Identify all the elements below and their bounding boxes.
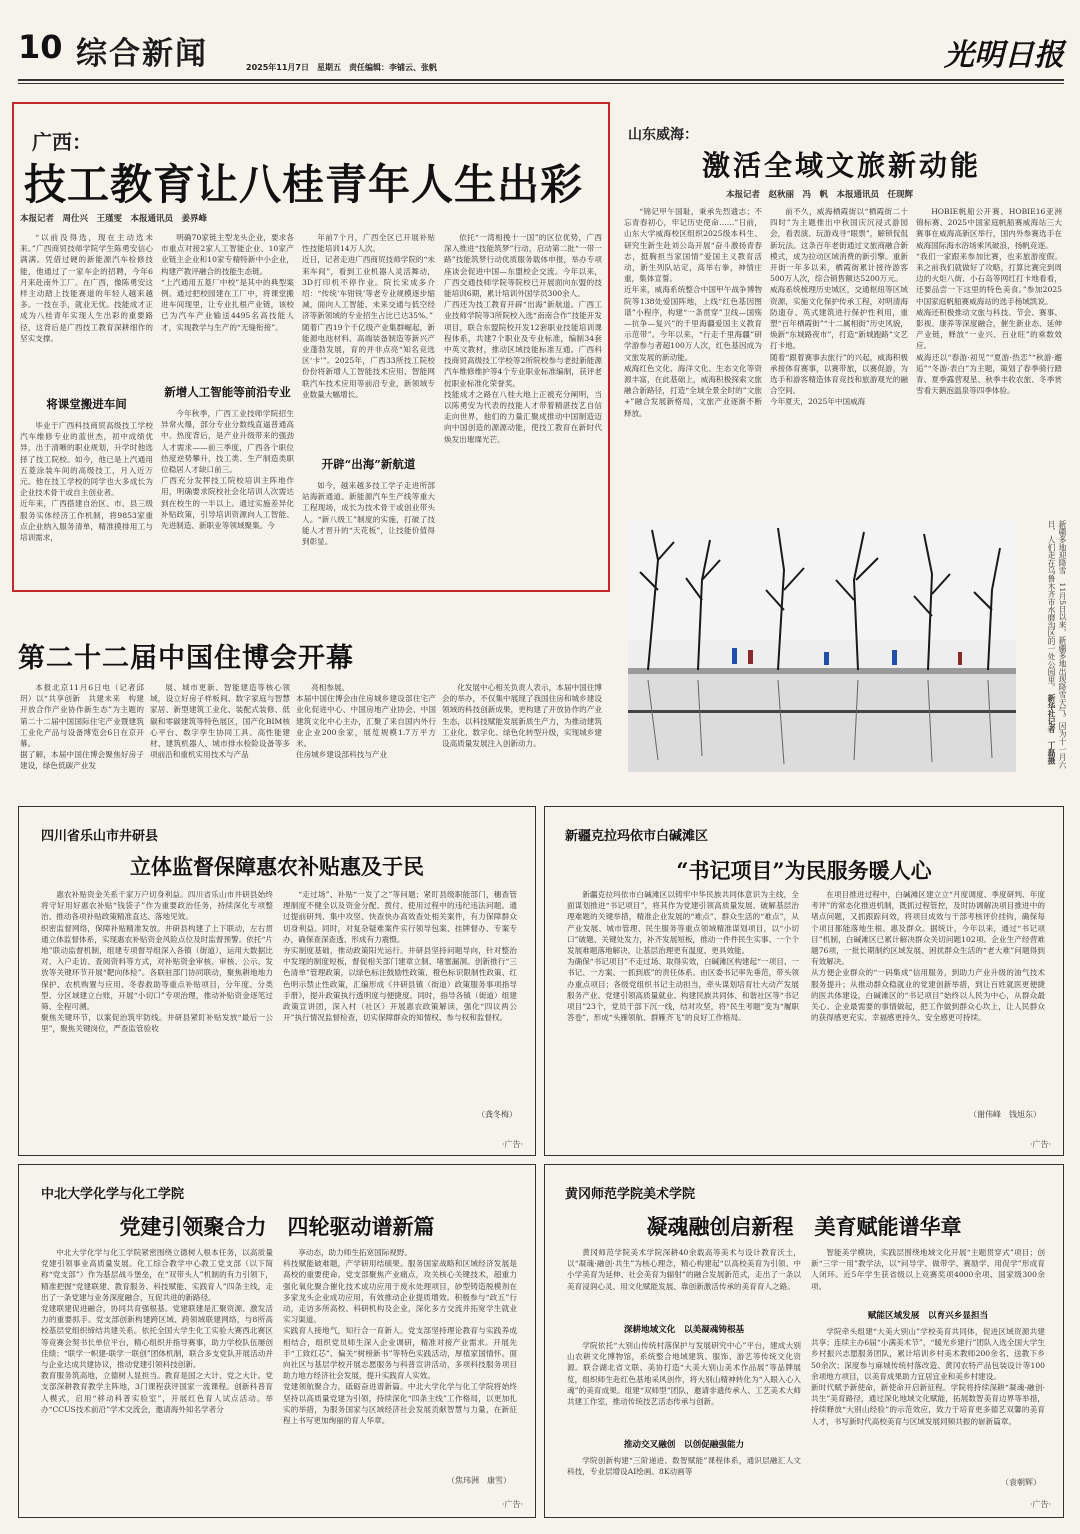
subheading: 深耕地域文化 以美凝魂铸根基 [623, 1325, 745, 1335]
weihai-col-3: HOBIE帆船公开赛、HOBIE16亚洲锦标赛、2025中国家庭帆船赛威海站三大赛事在威海高新区举行，国内外参赛选手在威海国际海水浴场乘风破浪，扬帆竞逐。 “我们一家跟来参加比赛，也来旅游度假。来之前我们就做好了攻略，打算比赛完到周边的火炬八街、小石岛等网红打卡地看看，还要品尝一下这里的特色美食。”参加2025中国家庭帆船赛威海站的选手杨域凯说。 威海还积极推动文旅与科技、节会、赛事、影视、康养等深度融合，催生新业态、延伸产业链，释放“一业兴、百业旺”的乘数效应。 威海还以“春游·初见”“夏游·热恋”“秋游·邂逅”“冬游·表白”为主题，策划了春季骑行踏青、夏季露营观星、秋季丰收农旅、冬季赏雪看天鹅泡温泉等四季体验。 [916, 207, 1062, 396]
huanggang-col-2 [811, 1247, 1045, 1477]
zhongbei-ad [18, 1164, 536, 1518]
paragraph: 如今，越来越多技工学子走进所部站海新通道、新能源汽车生产线等重大工程现场，成长为技术骨干或创业带头人。“新八级工”制度的实施，打破了技能人才晋升的“天花板”，让技能价值得到彰显。 [302, 481, 435, 547]
xinjiang-ad [544, 806, 1064, 1156]
ad-label: ·广告· [1029, 1140, 1051, 1149]
sichuan-ad [18, 806, 536, 1156]
expo-headline: 第二十二届中国住博会开幕 [18, 643, 354, 674]
huanggang-ad [544, 1164, 1064, 1518]
zhongbei-kicker: 中北大学化学与化工学院 [41, 1187, 185, 1202]
photo-caption-text: 新疆多地迎降雪 11月5日以来，新疆多地出现降雪天气。因为十一月六日，人们走在乌鲁木齐市水磨沟区的一处公园里。 [1047, 520, 1067, 769]
weihai-article [622, 102, 1068, 502]
paragraph: 学院依托“大别山传统村落保护与发展研究中心”平台，建成大别山农耕文化博物馆，系统整合地域建筑、服饰、游艺等传统文化资源。联合湖北省文联、美协打造“大美大别山美术作品展”等品牌展览，组织师生赴红色基地采风创作，将大别山精神转化为“入眼入心入魂”的美育成果。组建“双师型”团队，邀请非遗传承人、工艺美术大师共建工作室，推动传统技艺活态传承与创新。 [567, 1341, 801, 1407]
guangxi-col-1 [20, 232, 153, 584]
paragraph: 智能美学模块，实践层围绕地域文化开展“主题贯穿式”项目；创新“三学一用”教学法，以“问导学、做带学、赛励学、用促学”形成育人闭环。近5年学生获省级以上竞赛奖项4000余项、国家级300余项。 [811, 1248, 1045, 1291]
xinjiang-credit: （谢伟峰 钱旭东） [969, 1110, 1041, 1119]
paragraph: 黄冈师范学院美术学院深耕40余载高等美术与设计教育沃土，以“凝魂·融创·共生”为核心理念，精心构建起“以高校美育为引领、中小学美育为延伸、社会美育为辐射”的融合发展新范式，走出了一条以美育浸润心灵、用文化赋能发展、靠创新激活传承的美育育人之路。 [567, 1248, 801, 1291]
xinjiang-kicker: 新疆克拉玛依市白碱滩区 [565, 829, 709, 844]
expo-col-4: 化发展中心相关负责人表示，本届中国住博会的举办，不仅集中展现了我国住房和城乡建设领域的科技创新成果，更构建了开放协作的产业生态，以科技赋能发展新质生产力，为推动建筑工业化、数字化、绿色化转型升级，实现城乡建设高质量发展注入创新动力。 [442, 683, 602, 749]
paragraph: 今年秋季，广西工业技师学院招生异常火爆，部分专业分数线直逼普通高中。热度背后，是产业升级带来的强劲人才需求——前三季度，广西各个职位热度逆势攀升，技工类、生产制造类职位稳居人才缺口前三。 广西充分发挥技工院校培训主阵地作用，明确要求院校社会化培训人次需达到在校生的一半以上。通过实施差异化补贴政策，引导培训资源向人工智能、先进制造、新职业等领域聚集。今 [161, 409, 294, 531]
photo-credit: 新华社记者 丁磊摄 [1047, 694, 1056, 765]
zhongbei-col-1: 中北大学化学与化工学院紧密围绕立德树人根本任务，以高质量党建引领事业高质量发展。化工综合教学中心教工党支部（以下简称“党支部”）作为基层战斗堡垒，在“双带头人”机制的有力引领下，精准把握“党建联建、教育服务、科技赋能、实践育人”四条主线，走出了一条党建与业务深度融合、互促共进的新路径。 党建联建促进融合，协同共育强根基。党建联建是汇聚资源、激发活力的重要抓手。党支部创新构建跨区域、跨领域联建网络，与8所高校基层党组织缔结共建关系。依托全国大学生化工实验大赛西北赛区等竞赛会契书长单位平台，精心组织并指导赛事，助力学校队伍屡创佳绩；“联学一帜建-联学一联创”团体机制，联合多支党队开展活动并与企业达成共建协议，推动党建引领科技创新。 教育服务筑高地，立德树人显担当。教育是国之大计、党之大计。党支部深耕教育教学主阵地，3门课程获评国家一流课程。创新科普育人模式，启用“移动科普实验室”，开展红色育人试点活动。举办“CCUS技术前沿”学术交流会，邀请海外知名学者分 [41, 1248, 273, 1414]
huanggang-kicker: 黄冈师范学院美术学院 [565, 1187, 696, 1202]
paragraph: 明确70家链主型龙头企业，要求各市重点对接2家人工智能企业、10家产业链主企业和10家专精特新中小企业，构建产教评融合的技能生态链。 “上汽通用五菱厂中校”是其中的典型案例。通过把校园建在工厂中，将课堂搬进车间现里，让专业扎根产业链，该校已为汽车产业输送4495名高技能人才，实现教学与生产的“无缝衔接”。 [161, 233, 294, 332]
guangxi-kicker: 广西： [32, 130, 92, 154]
paragraph: 毕业于广西科技商贸高级技工学校汽车维修专业的蓝世杰，初中成绩优异，出于清晰的职业规划，升学时他选择了技工院校。如今，他已是上汽通用五菱涂装车间的高级技工，月入近万元。他在技工学校的同学也大多成长为企业技术骨干或自主创业者。 近年来，广西搭建自治区、市、县三级服务实体经济工作机制，将9853家重点企业纳入服务清单，精准摸排用工与培训需求， [20, 421, 153, 543]
sichuan-col-1: 惠农补贴资金关系千家万户切身利益。四川省乐山市井研县始终将守好用好惠农补贴“钱袋子”作为重要政治任务，持续深化专项整治、推动各项补贴政策精准直达、落地见效。 织密监督网络，保障补贴精准发放。井研县构建了上下联动，左右贯通立体监督体系，实现惠农补贴资金风险点位及时监督预警。依托“片地”联动监督机制，组建专项督导组深入各镇（街道），运用大数据比对、入户走访、查阅资料等方式，对补贴资金审核、审核、公示、发放等关键环节开展“靶向体检”。各联驻部门协同联动，聚焦耕地地力保护、农机购置与应用、冬春救助等重点补贴项目，分年度、分类型、分区域建立台账，开展“小切口”专项治理，推动补贴资金逐笔过筛、全程可溯。 聚焦关键环节，以案促治筑牢防线。井研县紧盯补贴发放“最后一公里”，聚焦关键岗位，严查监管验收 [41, 890, 273, 1034]
guangxi-col-4 [444, 232, 602, 584]
page-number: 10 [18, 28, 63, 66]
subheading: 将课堂搬进车间 [46, 397, 127, 411]
huanggang-credit: （袁朝辉） [1001, 1478, 1041, 1487]
xinjiang-col-2: 在项目推进过程中，白碱滩区建立立“月度调度、季度研判、年度考评”的常态化推进机制，既抓过程管控，及时协调解决项目推进中的堵点问题，又抓跟踪问效，将项目成效与干部考核评价挂钩，确保每个项目都能落地生根、惠及群众。据统计，今年以来，通过“书记项目”机制，白碱滩区已累计解决群众关切问题102项、企业生产经营难题76项，一批长期制约区域发展、困扰群众生活的“老大难”问题得到有效解决。 从方便企业群众的“一码集成”信用服务，到助力产业升级的油气技术服务提升；从推动群众稳就业的党建创新举措，到让百姓就医更便捷的医共体建设，白碱滩区的“书记项目”始终以人民为中心，从群众最关心、企业最需要的事情做起，把工作做到群众心坎上，让人民群众的获得感更充实、幸福感更持久、安全感更可持续。 [811, 890, 1045, 1023]
zhongbei-col-2: 享动态，助力师生拓宽国际视野。 科技赋能破难题，产学研用结硕果。服务国家战略和区域经济发展是高校的重要使命。党支部聚焦产业痛点，攻关核心关键技术，超重力强化氧化聚合催化技术成功应用于废水处理项目，砂型铸造脱模剂在多家龙头企业成功应用，有效推动企业提质增效。积极参与“政五”行动，走访多所高校、科研机构及企业，深化多方交流并拓宽学生就业实习渠道。 实践育人接地气，知行合一育新人。党支部坚持理论教育与实践养成相结合，组织党员师生深入企业调研，精准对接产业需求。开展先手“工致红芯”、偏关“树榜新书”等特色实践活动，厚植家国情怀。面向社区与基层学校开展志愿服务与科普宣讲活动，多项科技服务项目助力地方经济社会发展，提升实践育人实效。 党建领航聚合力，砥砺奋进谱新篇。中北大学化学与化工学院将始终坚持以高质量党建为引领，持续深化“四条主线”工作格局，以更加扎实的举措，为服务国家与区域经济社会发展贡献智慧与力量，在新征程上书写更加绚丽的育人华章。 [283, 1248, 517, 1426]
xinjiang-headline: “书记项目”为民服务暖人心 [676, 858, 932, 883]
huanggang-col-1 [567, 1247, 801, 1497]
paragraph: 年前7个月，广西全区已开展补贴性技能培训14万人次。 近日，记者走进广西商贸技师学院的“未来车间”，看到工业机器人灵活舞动，3D打印机不停作业。院长宋成多介绍：“传统‘车钳铣’等老专业规模逐步缩减，面向人工智能、未来交通与低空经济等新领域的专业招生占比已达35%。” 随着广西19个千亿级产业集群崛起，新能源电池材料、高端装备制造等新兴产业蓬勃发展，育的并非点亮“知名竞选区‘卡’”。2025年，广西33所技工院校份份将新增人工智能技术应用、智能网联汽车技术应用等前沿专业，新领域专业数量大幅增长。 [302, 233, 435, 399]
paragraph: 学院牵头组建“大美大别山”学校美育共同体，促进区域资源共建共享；连续主办6届“小满美术节”，“暖光乡建行”团队入选全国大学生乡村振兴志愿服务团队，累计培训乡村美术教师200余名、送教下乡50余次；深度参与麻城传统村落改造、黄冈农特产品包装设计等100余项地方项目，以美育成果助力宜居宜业和美乡村建设。 新时代赋予新使命，新使命开启新征程。学院将持续深耕“凝魂·融创·共生”美育路径，通过深化地域文化赋能，拓展数智美育边界等举措，持续释放“大别山经验”的示范效应，致力于培育更多德艺双馨的美育人才，书写新时代高校美育与区域发展同频共振的崭新篇章。 [811, 1327, 1045, 1426]
weihai-byline: 本报记者 赵秋丽 冯 帆 本报通讯员 任现辉 [726, 190, 914, 200]
expo-col-1: 本报北京11月6日电（记者邱玥）以“共享创新 共建未来 构建开放合作产业协作新生态”为主题的第二十二届中国国际住宅产业暨建筑工业化产品与设备博览会6日在京开幕。 据了解，本届中国住博会聚焦好房子建设，绿色低碳产业发 [20, 683, 144, 771]
weihai-col-2: 前不久，威海栖霞街以“栖霞街二十四时”为主题推出中秋国庆沉浸式游园会，看表演、玩游戏寻“眼票”，解锁侃侃新玩法。这条百年老街通过文旅商融合新模式，成为拉动区域消费的新引擎。重新开街一年多以来，栖霞街累计接待游客500万人次，综合销售额达5200万元。 威海系统梳理历史城区，交通枢纽等区域资源，实施文化保护传承工程，对明清海防遗存、英式建筑进行保护性利用，重塑“百年栖霞街”“十二属相街”历史风貌，焕新“东城路夜市”，打造“新城跑路”文艺打卡地。 随着“跟着赛事去旅行”的兴起，威海积极承接体育赛事，以赛带旅，以赛促游，为选手和游客精造体育竞技和旅游观光的融合空间。 今年夏天，2025年中国威海 [770, 207, 908, 407]
snow-photo [628, 520, 1016, 772]
guangxi-article [12, 102, 610, 592]
sichuan-headline: 立体监督保障惠农补贴惠及于民 [130, 854, 424, 879]
guangxi-col-3 [302, 232, 435, 584]
subheading: 新增人工智能等前沿专业 [164, 385, 291, 399]
issue-info: 2025年11月7日 星期五 责任编辑：李铺云、张帆 [246, 63, 437, 72]
paper-logo: 光明日报 [944, 38, 1064, 73]
photo-caption [1020, 520, 1068, 772]
snow-park-image [628, 520, 1016, 772]
weihai-headline: 激活全域文旅新动能 [702, 149, 982, 182]
masthead-rule [18, 79, 1064, 81]
guangxi-column-rule [156, 340, 157, 341]
expo-col-3: 亮相参展。 本届中国住博会由住房城乡建设部住宅产业化促进中心、中国房地产业协会、中国建筑文化中心主办，汇聚了来自国内外行业企业200余家，展览规模1.7万平方米。 住房城乡建设部科技与产业 [296, 683, 436, 760]
weihai-col-1: “锦记甲午国耻，秉承先烈遗志；不忘青春初心，牢记历史使命……”日前，山东大学威海校区组织2025级本科生、研究生新生赴刘公岛开展“奋斗激扬青春志，挺胸担当家国情”爱国主义教育活动，新生列队站定，高举右拳，神情庄重，集体宣誓。 近年来，威海系统整合中国甲午战争博物院等138处爱国阵地，上线“红色基因图谱”小程序，构建“一条贯穿”卫线—国殇—抗争—复兴”的千里海疆爱国主义教育示范带”。今年以来，“行走千里海疆”研学游参与者超100万人次，红色基因成为文旅发展的新动能。 威海红色文化、海洋文化、生态文化等资源丰富，在此基础上，威海积极探索文旅融合新路径，打造“全域全景全时的”文旅+”融合发展新格局，文旅产业逐渐不断释放。 [624, 207, 762, 418]
guangxi-byline: 本报记者 周仕兴 王瑾雯 本报通讯员 姜界峰 [20, 214, 208, 224]
paragraph: “以前没得选，现在主动选未来。”广西商贸技师学院学生陈勇安信心满满。凭借过硬的新能源汽车检修技能，他通过了一家车企的招聘，今年6月来赴南外工厂。在广西，像陈勇安这样主动踏上技能赛道的年轻人越来越多。一技在手，就业无忧。技能成才正成为八桂青年实现人生出彩的重要路径，这背后是广西技工教育深耕细作的坚实支撑。 [20, 233, 153, 343]
paragraph: 学院创新构建“三阶递进、数智赋能”课程体系，通识层融汇人文科技，专业层增设AI绘画、8K动画等 [567, 1456, 801, 1477]
subheading: 开辟“出海”新航道 [321, 457, 416, 471]
expo-col-2: 展、城市更新、智能建造等核心领域，设立好房子样板间、数字家庭与智慧家居、新型建筑工业化、装配式装修、低碳和零碳建筑等特色展区，国产化BIM核心平台、数字孪生协同工具、高性能建材、建筑机器人、城市排水检险设备等多项前沿和重机实用技术与产品 [150, 683, 290, 760]
sichuan-credit: （龚冬梅） [477, 1110, 517, 1119]
sichuan-col-2: “走过场”、补贴“一发了之”等问题；紧盯县级职能部门，穗查管理制度不健全以及资金分配、拨付、使用过程中的违纪违法问题。通过提前研判、集中攻坚、快查快办高效查处相关案件，有力保障群众切身利益。同时，对复杂疑难案件实行领导包案、挂牌督办、专案专办，确保查深查透、形成有力震慑。 夯实制度基础，推动政策阳光运行。井研县坚持问题导向，针对整治中发现的制度短板，督促相关部门建章立制、堵塞漏洞。创新推行“三色清单”管理政策，以绿色标注鼓励性政策、橙色标识限制性政策、红色明示禁止性政策，汇编形成《井研县镇（街道）政策服务事项指导手册》，提升政策执行透明度与便捷度。同时，指导各镇（街道）组建政策宣讲团，深入村（社区）开展惠农政策解读，强化“四议两公开”执行情况监督检查，切实保障群众的知情权、参与权和监督权。 [283, 890, 517, 1023]
subheading: 推动交叉融创 以创促融强能力 [623, 1440, 745, 1450]
masthead-rule-thin [18, 83, 1064, 84]
zhongbei-credit: （焦玮洲 康雪） [447, 1476, 511, 1485]
zhongbei-headline: 党建引领聚合力 四轮驱动谱新篇 [119, 1214, 435, 1239]
subheading: 赋能区域发展 以育兴乡显担当 [867, 1311, 989, 1321]
paragraph: 依托“一湾相挽十一国”的区位优势，广西深入推进“技能筑梦”行动，启动第二批“一带一路”技能筑梦行动优质服务载体申报，举办专项座谈会促进中国—东盟校企交流。今年以来，广西交通技师学院等院校已开展面向东盟的技能培训6期，累计培训外国学员300余人。 广西还为技工教育开辟“出海”新航道。广西工业技师学院等3所院校入选“南南合作”技能开发项目，联合东盟院校开发12套职业技能培训课程体系，共建7个职业及专业标准，编制34套中英文教材，推动区域技能标准互通。广西科技商贸高级技工学校等2所院校参与老挝新能源汽车维修维护等4个专业职业标准编制，获评老挝职业标准化荣誉奖。 技能成才之路在八桂大地上正被充分阐明，当以陈勇安为代表的技能人才带着精湛技艺自信走向世界，他们的力量汇聚成推动中国制造迈向中国创造的源源动能，使技工教育在新时代焕发出璀璨光芒。 [444, 233, 602, 444]
ad-label: ·广告· [501, 1140, 523, 1149]
ad-label: ·广告· [1029, 1500, 1051, 1509]
masthead [18, 28, 1064, 78]
weihai-kicker: 山东威海： [628, 127, 698, 143]
xinjiang-col-1: 新疆克拉玛依市白碱滩区以铸牢中华民族共同体意识为主线，全面谋划推进“书记项目”，将其作为党建引领高质量发展、破解基层治理难题的关键举措，精准企业发展的“难点”、群众生活的“难点”，从产业发展、城市管理、民生服务等重点领域精准谋划项目，以“小切口”破题、关键处发力，补齐发展短板，推动一件件民生实事、一个个发展难题落地解决，让基层治理更有温度、更具效能。 为确保“书记项目”不走过场、取得实效，白碱滩区构建起“一项目、一书记、一方案、一抓到底”的责任体系。由区委书记率先垂范，带头领办重点项目；各级党组织书记主动担当，牵头谋划培育壮大动产发展服务产业、党建引领高质量就业、构建民族共同体、和谐社区等“书记项目”23个，党员干部下沉一线，结对攻坚，将“民生考题”变为“履职答卷”，形成“头雁领航、群雁齐飞”的良好工作格局。 [567, 890, 799, 1023]
guangxi-headline: 技工教育让八桂青年人生出彩 [24, 160, 584, 209]
huanggang-headline: 凝魂融创启新程 美育赋能谱华章 [646, 1214, 962, 1239]
section-title: 综合新闻 [76, 36, 208, 72]
sichuan-kicker: 四川省乐山市井研县 [41, 829, 159, 844]
guangxi-col-2 [161, 232, 294, 584]
ad-label: ·广告· [501, 1500, 523, 1509]
